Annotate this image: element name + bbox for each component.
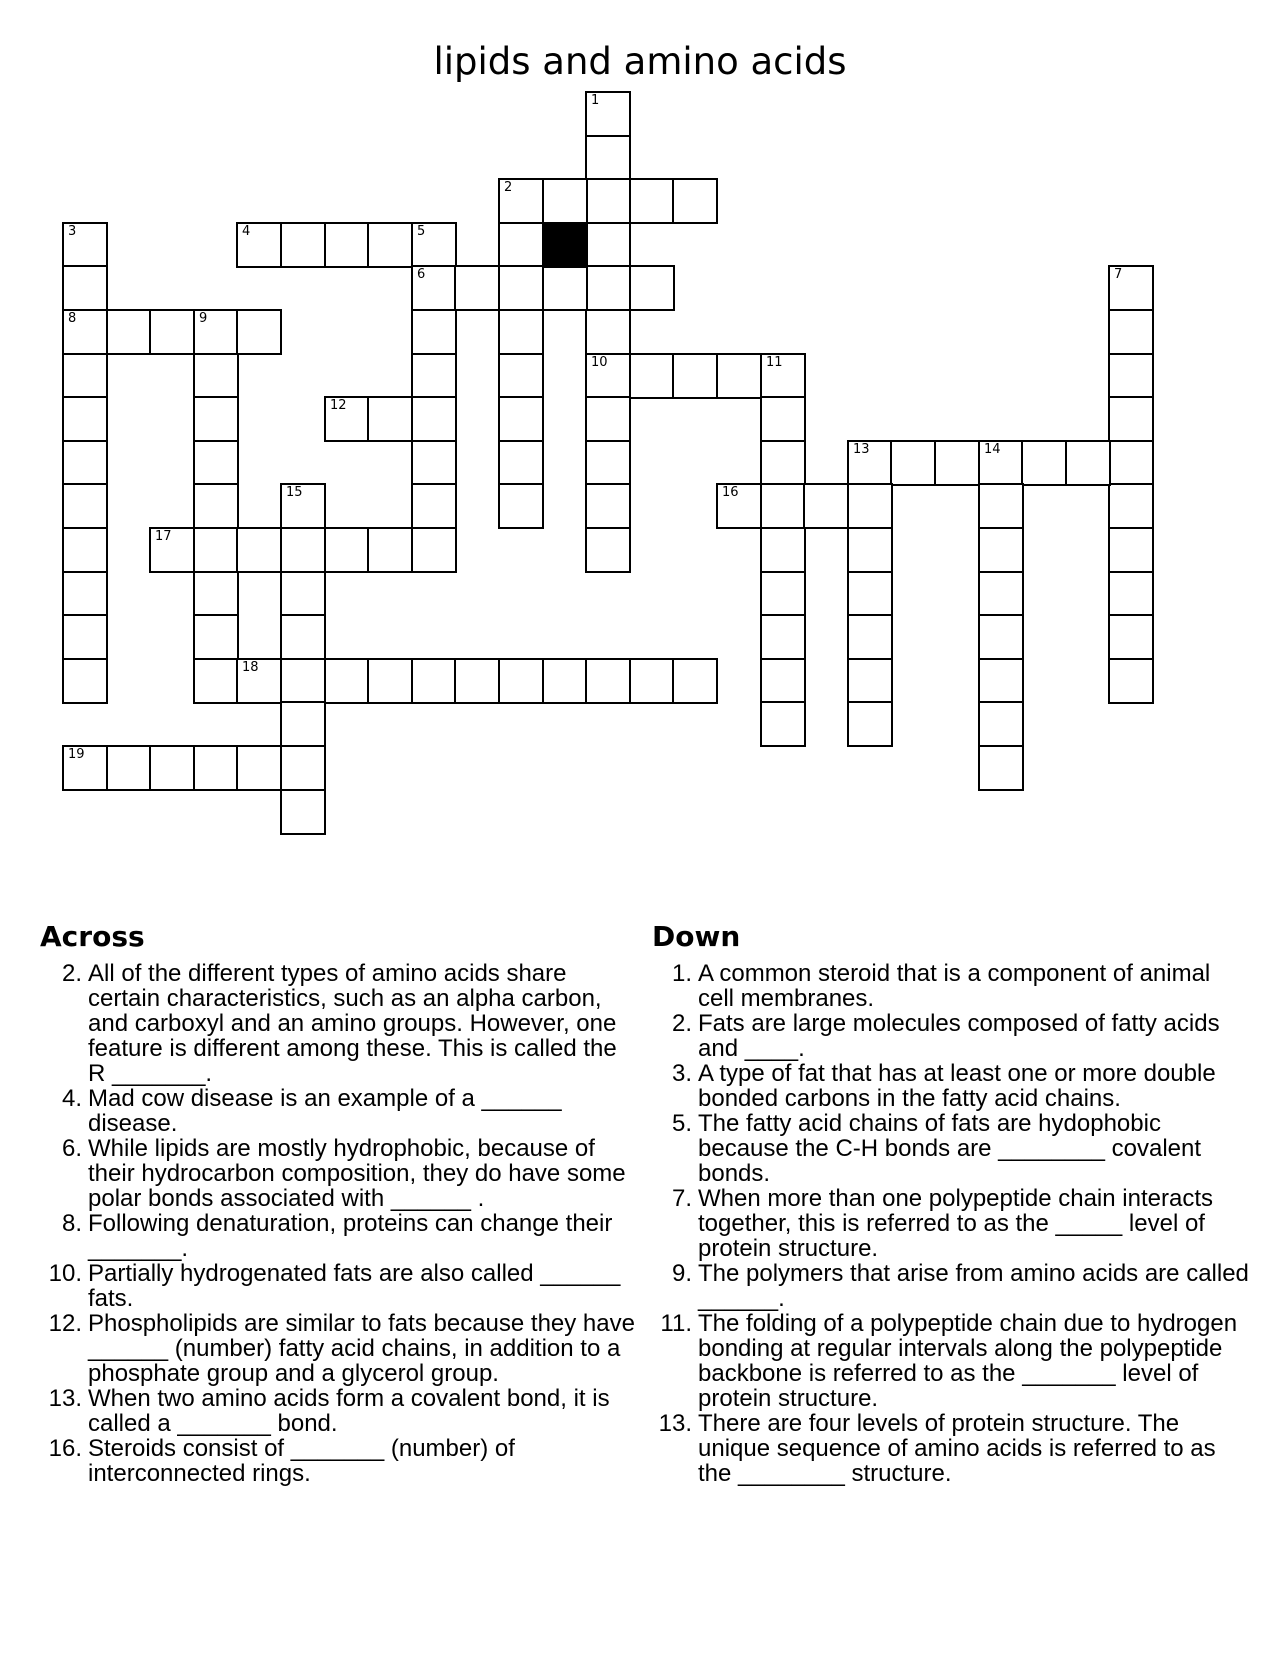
- grid-cell[interactable]: [411, 265, 457, 311]
- cell-number: 16: [722, 485, 739, 500]
- grid-cell[interactable]: [803, 483, 849, 529]
- grid-cell[interactable]: [280, 701, 326, 747]
- clue-number: 12.: [48, 1310, 82, 1337]
- grid-cell[interactable]: [62, 353, 108, 399]
- cell-number: 17: [155, 529, 172, 544]
- down-clue: [652, 1411, 1252, 1486]
- grid-cell[interactable]: [760, 353, 806, 399]
- clue-text: There are four levels of protein structure. The unique sequence of amino acids is referred to as the ________ structure.: [698, 1410, 1216, 1487]
- grid-cell[interactable]: [498, 658, 544, 704]
- grid-cell[interactable]: [847, 614, 893, 660]
- cell-number: 4: [242, 224, 251, 239]
- grid-cell[interactable]: [193, 396, 239, 442]
- clue-number: 13.: [658, 1410, 692, 1437]
- grid-cell[interactable]: [62, 527, 108, 573]
- grid-cell[interactable]: [498, 440, 544, 486]
- clue-text: Following denaturation, proteins can change their _______.: [88, 1210, 613, 1262]
- grid-cell[interactable]: [847, 527, 893, 573]
- down-clue: [652, 1186, 1252, 1261]
- across-clues: [40, 920, 640, 1486]
- grid-cell[interactable]: [978, 745, 1024, 791]
- grid-cell[interactable]: [498, 265, 544, 311]
- grid-cell[interactable]: [324, 658, 370, 704]
- grid-cell[interactable]: [367, 527, 413, 573]
- grid-cell[interactable]: [62, 309, 108, 355]
- grid-cell[interactable]: [1108, 614, 1154, 660]
- across-clue: [40, 961, 640, 1086]
- grid-cell[interactable]: [1108, 396, 1154, 442]
- grid-cell[interactable]: [236, 309, 282, 355]
- grid-cell[interactable]: [280, 789, 326, 835]
- grid-cell[interactable]: [62, 265, 108, 311]
- grid-cell[interactable]: [324, 527, 370, 573]
- cell-number: 12: [330, 398, 347, 413]
- grid-cell[interactable]: [236, 745, 282, 791]
- grid-cell[interactable]: [324, 222, 370, 268]
- clue-text: The folding of a polypeptide chain due to hydrogen bonding at regular intervals along the polypeptide backbone is referred to as the _______ level of protein structure.: [698, 1310, 1238, 1412]
- grid-cell[interactable]: [978, 701, 1024, 747]
- grid-cell[interactable]: [629, 178, 675, 224]
- grid-cell[interactable]: [411, 440, 457, 486]
- down-clue: [652, 1261, 1252, 1311]
- grid-cell[interactable]: [1021, 440, 1067, 486]
- clue-text: When two amino acids form a covalent bond, it is called a _______ bond.: [88, 1385, 610, 1437]
- grid-cell[interactable]: [411, 353, 457, 399]
- grid-cell[interactable]: [280, 745, 326, 791]
- grid-cell[interactable]: [411, 483, 457, 529]
- cell-number: 1: [591, 93, 600, 108]
- grid-cell[interactable]: [760, 396, 806, 442]
- grid-cell[interactable]: [411, 527, 457, 573]
- down-clue: [652, 961, 1252, 1011]
- cell-number: 2: [504, 180, 513, 195]
- across-heading: Across: [40, 920, 145, 953]
- clue-text: Partially hydrogenated fats are also called ______ fats.: [88, 1260, 621, 1312]
- grid-cell[interactable]: [1108, 309, 1154, 355]
- grid-cell[interactable]: [411, 222, 457, 268]
- grid-cell[interactable]: [542, 658, 588, 704]
- grid-cell[interactable]: [62, 222, 108, 268]
- grid-cell[interactable]: [280, 571, 326, 617]
- grid-cell[interactable]: [454, 265, 500, 311]
- grid-cell[interactable]: [760, 483, 806, 529]
- grid-cell[interactable]: [716, 353, 762, 399]
- cell-number: 8: [68, 311, 77, 326]
- clue-text: The fatty acid chains of fats are hydophobic because the C-H bonds are ________ covalent bonds.: [698, 1110, 1202, 1187]
- clue-number: 11.: [660, 1310, 692, 1337]
- across-clue: [40, 1436, 640, 1486]
- grid-cell[interactable]: [236, 527, 282, 573]
- grid-cell[interactable]: [280, 658, 326, 704]
- grid-cell[interactable]: [585, 222, 631, 268]
- down-clues: [652, 920, 1252, 1486]
- grid-cell[interactable]: [280, 483, 326, 529]
- grid-cell[interactable]: [149, 309, 195, 355]
- grid-cell[interactable]: [978, 527, 1024, 573]
- clue-number: 2.: [671, 1010, 692, 1037]
- clue-text: All of the different types of amino acids share certain characteristics, such as an alpha carbon, and carboxyl and an amino groups. However, one feature is different among these. This is called the R _______.: [88, 960, 617, 1087]
- clue-number: 10.: [48, 1260, 82, 1287]
- grid-cell[interactable]: [454, 658, 500, 704]
- grid-cell[interactable]: [236, 658, 282, 704]
- grid-cell[interactable]: [585, 440, 631, 486]
- grid-cell[interactable]: [978, 614, 1024, 660]
- clue-number: 16.: [48, 1435, 82, 1462]
- grid-cell[interactable]: [760, 701, 806, 747]
- clue-text: While lipids are mostly hydrophobic, because of their hydrocarbon composition, they do have some polar bonds associated with ______ .: [88, 1135, 626, 1212]
- grid-cell[interactable]: [498, 222, 544, 268]
- clue-text: Mad cow disease is an example of a ______ disease.: [88, 1085, 562, 1137]
- grid-cell[interactable]: [847, 483, 893, 529]
- cell-number: 7: [1114, 267, 1123, 282]
- across-clue: [40, 1086, 640, 1136]
- grid-cell[interactable]: [62, 658, 108, 704]
- down-clue: [652, 1011, 1252, 1061]
- clue-text: Steroids consist of _______ (number) of interconnected rings.: [88, 1435, 515, 1487]
- grid-cell-blocked: [542, 222, 588, 268]
- cell-number: 10: [591, 355, 608, 370]
- grid-cell[interactable]: [760, 440, 806, 486]
- down-heading: Down: [652, 920, 741, 953]
- cell-number: 6: [417, 267, 426, 282]
- down-clue: [652, 1111, 1252, 1186]
- grid-cell[interactable]: [193, 658, 239, 704]
- grid-cell[interactable]: [193, 483, 239, 529]
- grid-cell[interactable]: [62, 745, 108, 791]
- clue-number: 2.: [61, 960, 82, 987]
- clue-number: 13.: [48, 1385, 82, 1412]
- across-clue: [40, 1261, 640, 1311]
- grid-cell[interactable]: [585, 396, 631, 442]
- grid-cell[interactable]: [629, 658, 675, 704]
- clue-text: The polymers that arise from amino acids are called ______.: [698, 1260, 1249, 1312]
- clue-text: Fats are large molecules composed of fatty acids and ____.: [698, 1010, 1220, 1062]
- grid-cell[interactable]: [411, 658, 457, 704]
- cell-number: 14: [984, 442, 1001, 457]
- grid-cell[interactable]: [760, 527, 806, 573]
- grid-cell[interactable]: [1108, 440, 1154, 486]
- grid-cell[interactable]: [716, 483, 762, 529]
- across-clue: [40, 1136, 640, 1211]
- grid-cell[interactable]: [585, 135, 631, 181]
- clue-number: 8.: [61, 1210, 82, 1237]
- cell-number: 9: [199, 311, 208, 326]
- grid-cell[interactable]: [629, 265, 675, 311]
- grid-cell[interactable]: [585, 527, 631, 573]
- grid-cell[interactable]: [890, 440, 936, 486]
- grid-cell[interactable]: [193, 571, 239, 617]
- grid-cell[interactable]: [193, 614, 239, 660]
- grid-cell[interactable]: [498, 353, 544, 399]
- grid-cell[interactable]: [760, 614, 806, 660]
- grid-cell[interactable]: [62, 571, 108, 617]
- grid-cell[interactable]: [542, 265, 588, 311]
- grid-cell[interactable]: [498, 309, 544, 355]
- grid-cell[interactable]: [978, 658, 1024, 704]
- grid-cell[interactable]: [367, 658, 413, 704]
- grid-cell[interactable]: [106, 309, 152, 355]
- clue-text: A type of fat that has at least one or more double bonded carbons in the fatty acid chains.: [698, 1060, 1216, 1112]
- grid-cell[interactable]: [411, 396, 457, 442]
- clue-number: 7.: [671, 1185, 692, 1212]
- cell-number: 19: [68, 747, 85, 762]
- grid-cell[interactable]: [62, 483, 108, 529]
- grid-cell[interactable]: [585, 265, 631, 311]
- grid-cell[interactable]: [411, 309, 457, 355]
- grid-cell[interactable]: [542, 178, 588, 224]
- down-clue-list: [652, 961, 1252, 1486]
- grid-cell[interactable]: [1108, 527, 1154, 573]
- grid-cell[interactable]: [1065, 440, 1111, 486]
- cell-number: 15: [286, 485, 303, 500]
- grid-cell[interactable]: [149, 527, 195, 573]
- down-clue: [652, 1061, 1252, 1111]
- grid-cell[interactable]: [585, 309, 631, 355]
- grid-cell[interactable]: [324, 396, 370, 442]
- grid-cell[interactable]: [236, 222, 282, 268]
- clue-number: 5.: [671, 1110, 692, 1137]
- across-clue: [40, 1311, 640, 1386]
- grid-cell[interactable]: [585, 178, 631, 224]
- grid-cell[interactable]: [1108, 483, 1154, 529]
- down-clue: [652, 1311, 1252, 1411]
- grid-cell[interactable]: [280, 222, 326, 268]
- grid-cell[interactable]: [193, 309, 239, 355]
- grid-cell[interactable]: [280, 527, 326, 573]
- across-clue: [40, 1386, 640, 1436]
- clue-text: When more than one polypeptide chain interacts together, this is referred to as the _____ level of protein structure.: [698, 1185, 1213, 1262]
- grid-cell[interactable]: [585, 91, 631, 137]
- cell-number: 5: [417, 224, 426, 239]
- clue-number: 9.: [671, 1260, 692, 1287]
- clue-number: 3.: [671, 1060, 692, 1087]
- clue-number: 6.: [61, 1135, 82, 1162]
- cell-number: 13: [853, 442, 870, 457]
- grid-cell[interactable]: [1108, 658, 1154, 704]
- grid-cell[interactable]: [672, 178, 718, 224]
- grid-cell[interactable]: [847, 571, 893, 617]
- grid-cell[interactable]: [149, 745, 195, 791]
- clue-text: A common steroid that is a component of animal cell membranes.: [698, 960, 1211, 1012]
- page-title: lipids and amino acids: [433, 40, 847, 83]
- grid-cell[interactable]: [62, 440, 108, 486]
- grid-cell[interactable]: [847, 440, 893, 486]
- grid-cell[interactable]: [978, 483, 1024, 529]
- grid-cell[interactable]: [367, 222, 413, 268]
- clue-text: Phospholipids are similar to fats because they have ______ (number) fatty acid chains, in addition to a phosphate group and a glycerol group.: [88, 1310, 635, 1387]
- grid-cell[interactable]: [280, 614, 326, 660]
- grid-cell[interactable]: [498, 483, 544, 529]
- grid-cell[interactable]: [760, 658, 806, 704]
- grid-cell[interactable]: [193, 353, 239, 399]
- grid-cell[interactable]: [367, 396, 413, 442]
- grid-cell[interactable]: [193, 527, 239, 573]
- across-clue-list: [40, 961, 640, 1486]
- grid-cell[interactable]: [760, 571, 806, 617]
- grid-cell[interactable]: [585, 658, 631, 704]
- grid-cell[interactable]: [934, 440, 980, 486]
- cell-number: 11: [766, 355, 783, 370]
- grid-cell[interactable]: [193, 440, 239, 486]
- across-clue: [40, 1211, 640, 1261]
- grid-cell[interactable]: [106, 745, 152, 791]
- grid-cell[interactable]: [1108, 353, 1154, 399]
- grid-cell[interactable]: [978, 571, 1024, 617]
- grid-cell[interactable]: [193, 745, 239, 791]
- grid-cell[interactable]: [585, 483, 631, 529]
- grid-cell[interactable]: [847, 701, 893, 747]
- grid-cell[interactable]: [1108, 265, 1154, 311]
- grid-cell[interactable]: [585, 353, 631, 399]
- grid-cell[interactable]: [1108, 571, 1154, 617]
- grid-cell[interactable]: [978, 440, 1024, 486]
- grid-cell[interactable]: [847, 658, 893, 704]
- grid-cell[interactable]: [498, 396, 544, 442]
- grid-cell[interactable]: [672, 658, 718, 704]
- grid-cell[interactable]: [498, 178, 544, 224]
- grid-cell[interactable]: [62, 396, 108, 442]
- grid-cell[interactable]: [62, 614, 108, 660]
- clue-number: 4.: [61, 1085, 82, 1112]
- clue-number: 1.: [671, 960, 692, 987]
- cell-number: 18: [242, 660, 259, 675]
- grid-cell[interactable]: [672, 353, 718, 399]
- cell-number: 3: [68, 224, 77, 239]
- grid-cell[interactable]: [629, 353, 675, 399]
